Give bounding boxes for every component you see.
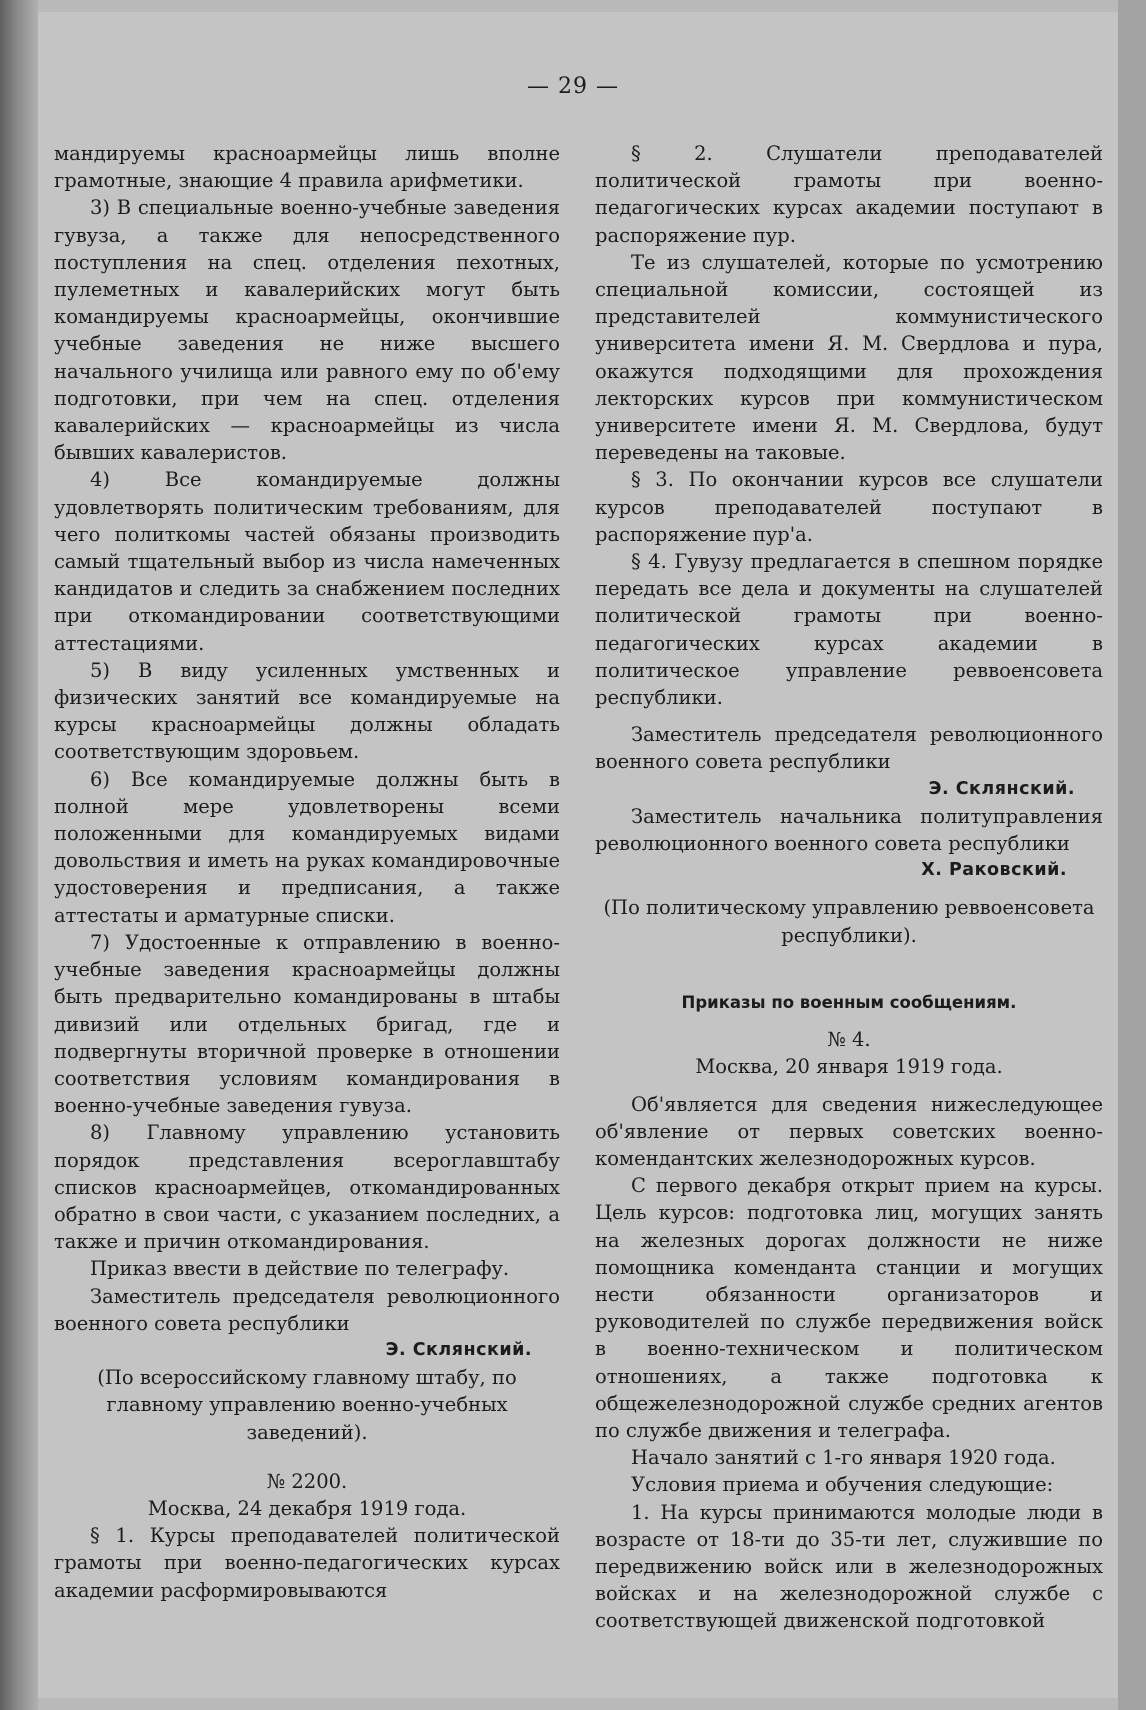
signature-title: Заместитель председателя революционного военного совета республики bbox=[595, 723, 1103, 774]
signature-name: Х. Раковский. bbox=[921, 860, 1067, 881]
order-date: Москва, 20 января 1919 года. bbox=[695, 1055, 1003, 1079]
paragraph: § 4. Гувузу предлагается в спешном порядке передать все дела и документы на слушателей политической грамоты при военно-педагогических курсах академии в политическое управление реввоенсовета республики. bbox=[595, 550, 1103, 710]
paragraph: Об'является для сведения нижеследующее об'явление от первых советских военно-комендантских железнодорожных курсов. bbox=[595, 1092, 1103, 1170]
paragraph: 3) В специальные военно-учебные заведения гувуза, а также для непосредственного поступления на спец. отделения пехотных, пулеметных и кавалерийских могут быть командируемы красноармейцы, окончившие учебные заведения не ниже высшего начального училища или равного ему по об'ему подготовки, при чем на спец. отделения кавалерийских — красноармейцы из числа бывших кавалеристов. bbox=[54, 196, 560, 465]
left-column bbox=[54, 140, 560, 1604]
paragraph: С первого декабря открыт прием на курсы. Цель курсов: подготовка лиц, могущих занять на железных дорогах должности не ниже помощника коменданта станции и могущих нести обязанности организаторов и руководителей по службе передвижения войск в военно-техническом и политическом отношениях, а также подготовка к общежелезнодорожной службе средних агентов по службе движения и телеграфа. bbox=[595, 1174, 1103, 1442]
right-column bbox=[595, 140, 1103, 1635]
paragraph: 8) Главному управлению установить порядок представления всероглавштабу списков красноармейцев, откомандированных обратно в свои части, с указанием последних, а также и причин откомандирования. bbox=[54, 1121, 560, 1254]
signature-name: Э. Склянский. bbox=[928, 778, 1075, 799]
paragraph: § 3. По окончании курсов все слушатели курсов преподавателей поступают в распоряжение пур'а. bbox=[595, 468, 1103, 546]
paragraph: Начало занятий с 1-го января 1920 года. bbox=[631, 1446, 1056, 1470]
paragraph: Те из слушателей, которые по усмотрению специальной комиссии, состоящей из представителей коммунистического университета имени Я. М. Свердлова и пура, окажутся подходящими для прохождения лекторских курсов при коммунистическом университете имени Я. М. Свердлова, будут переведены на таковые. bbox=[595, 250, 1103, 465]
paragraph: Условия приема и обучения следующие: bbox=[631, 1473, 1054, 1497]
paragraph: мандируемы красноармейцы лишь вполне грамотные, знающие 4 правила арифметики. bbox=[54, 142, 560, 193]
page-number: — 29 — bbox=[527, 74, 619, 99]
paragraph: § 1. Курсы преподавателей политической грамоты при военно-педагогических курсах академии расформировываются bbox=[54, 1524, 560, 1602]
paragraph: 6) Все командируемые должны быть в полной мере удовлетворены всеми положенными для командируемых видами довольствия и иметь на руках командировочные удостоверения и предписания, а также аттестаты и арматурные списки. bbox=[54, 767, 560, 927]
source-note: (По политическому управлению реввоенсовета республики). bbox=[603, 896, 1095, 947]
paragraph: 7) Удостоенные к отправлению в военно-учебные заведения красноармейцы должны быть предварительно командированы в штабы дивизий или отдельных бригад, где и подвергнуты вторичной проверке в отношении соответствия условиям командирования в военно-учебные заведения гувуза. bbox=[54, 930, 560, 1118]
book-binding-shadow bbox=[0, 0, 38, 1710]
signature-name: Э. Склянский. bbox=[385, 1339, 532, 1360]
source-note: (По всероссийскому главному штабу, по главному управлению военно-учебных заведений). bbox=[97, 1366, 517, 1444]
paragraph: 5) В виду усиленных умственных и физических занятий все командируемые на курсы красноармейцы должны обладать соответствующим здоровьем. bbox=[54, 658, 560, 764]
paragraph: 1. На курсы принимаются молодые люди в возрасте от 18-ти до 35-ти лет, служившие по передвижению войск или в железнодорожных войсках и на железнодорожной службе с соответствующей движенской подготовкой bbox=[595, 1500, 1103, 1633]
paragraph: § 2. Слушатели преподавателей политической грамоты при военно-педагогических курсах академии поступают в распоряжение пур. bbox=[595, 142, 1103, 247]
signature-title: Заместитель начальника политуправления революционного военного совета республики bbox=[595, 804, 1103, 856]
section-heading: Приказы по военным сообщениям. bbox=[681, 992, 1017, 1012]
paragraph: 4) Все командируемые должны удовлетворять политическим требованиям, для чего политкомы частей обязаны производить самый тщательный выбор из числа намеченных кандидатов и следить за снабжением последних при откомандировании соответствующими аттестациями. bbox=[54, 468, 560, 655]
paragraph: Приказ ввести в действие по телеграфу. bbox=[90, 1257, 510, 1281]
page-right-edge bbox=[1118, 0, 1146, 1710]
order-number: № 4. bbox=[827, 1028, 871, 1052]
signature-title: Заместитель председателя революционного военного совета республики bbox=[54, 1284, 560, 1335]
order-date: Москва, 24 декабря 1919 года. bbox=[147, 1496, 467, 1520]
order-number: № 2200. bbox=[266, 1469, 348, 1493]
